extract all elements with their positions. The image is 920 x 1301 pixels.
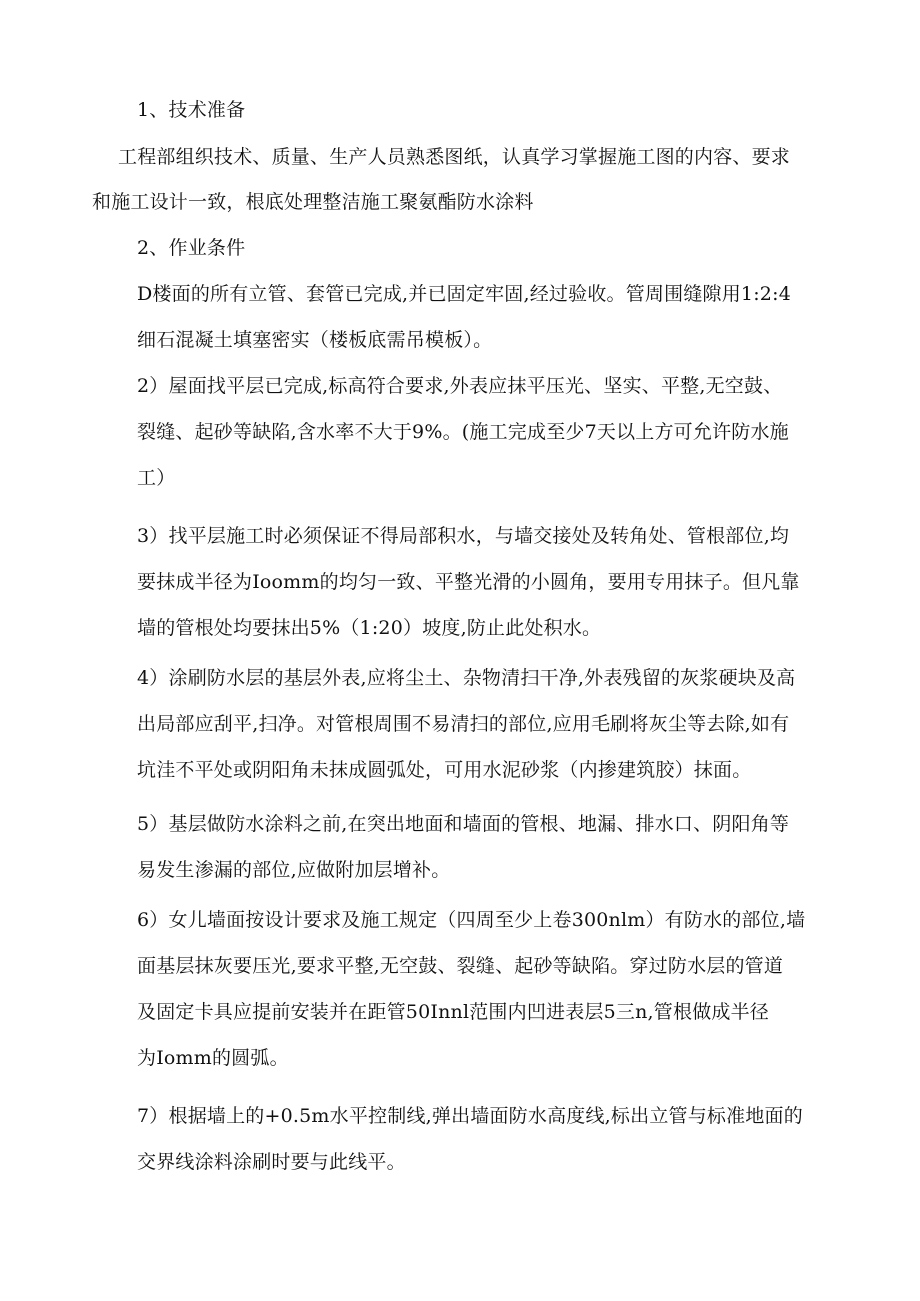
paragraph-line: 3）找平层施工时必须保证不得局部积水，与墙交接处及转角处、管根部位,均 [137,525,790,547]
paragraph-line: 工程部组织技术、质量、生产人员熟悉图纸，认真学习掌握施工图的内容、要求 [118,146,791,168]
paragraph-line: 交界线涂料涂刷时要与此线平。 [137,1151,406,1173]
section-heading-working-conditions: 2、作业条件 [137,237,246,259]
section-heading-technical-preparation: 1、技术准备 [137,99,246,121]
paragraph-line: D楼面的所有立管、套管已完成,并已固定牢固,经过验收。管周围缝隙用1:2:4 [137,283,791,305]
paragraph-line: 为Iomm的圆弧。 [137,1047,289,1069]
paragraph-line: 4）涂刷防水层的基层外表,应将尘土、杂物清扫干净,外表残留的灰浆硬块及高 [137,667,796,689]
paragraph-line: 工） [137,467,176,489]
paragraph-line: 裂缝、起砂等缺陷,含水率不大于9%。(施工完成至少7天以上方可允许防水施 [137,421,789,443]
paragraph-line: 出局部应刮平,扫净。对管根周围不易清扫的部位,应用毛刷将灰尘等去除,如有 [137,713,790,735]
paragraph-line: 易发生渗漏的部位,应做附加层增补。 [137,859,451,881]
paragraph-line: 6）女儿墙面按设计要求及施工规定（四周至少上卷300nlm）有防水的部位,墙 [137,909,806,931]
paragraph-line: 7）根据墙上的+0.5m水平控制线,弹出墙面防水高度线,标出立管与标准地面的 [137,1105,803,1127]
paragraph-line: 面基层抹灰要压光,要求平整,无空鼓、裂缝、起砂等缺陷。穿过防水层的管道 [137,955,784,977]
paragraph-line: 及固定卡具应提前安装并在距管50Innl范围内凹进表层5三n,管根做成半径 [137,1001,769,1023]
paragraph-line: 墙的管根处均要抹出5%（1:20）坡度,防止此处积水。 [137,617,602,639]
paragraph-line: 2）屋面找平层已完成,标高符合要求,外表应抹平压光、坚实、平整,无空鼓、 [137,375,783,397]
paragraph-line: 坑洼不平处或阴阳角未抹成圆弧处，可用水泥砂浆（内掺建筑胶）抹面。 [137,759,752,781]
paragraph-line: 和施工设计一致，根底处理整洁施工聚氨酯防水涂料 [92,191,534,213]
paragraph-line: 要抹成半径为Ioomm的均匀一致、平整光滑的小圆角，要用专用抹子。但凡靠 [137,571,800,593]
paragraph-line: 细石混凝土填塞密实（楼板底需吊模板）。 [137,329,493,351]
paragraph-line: 5）基层做防水涂料之前,在突出地面和墙面的管根、地漏、排水口、阴阳角等 [137,813,790,835]
